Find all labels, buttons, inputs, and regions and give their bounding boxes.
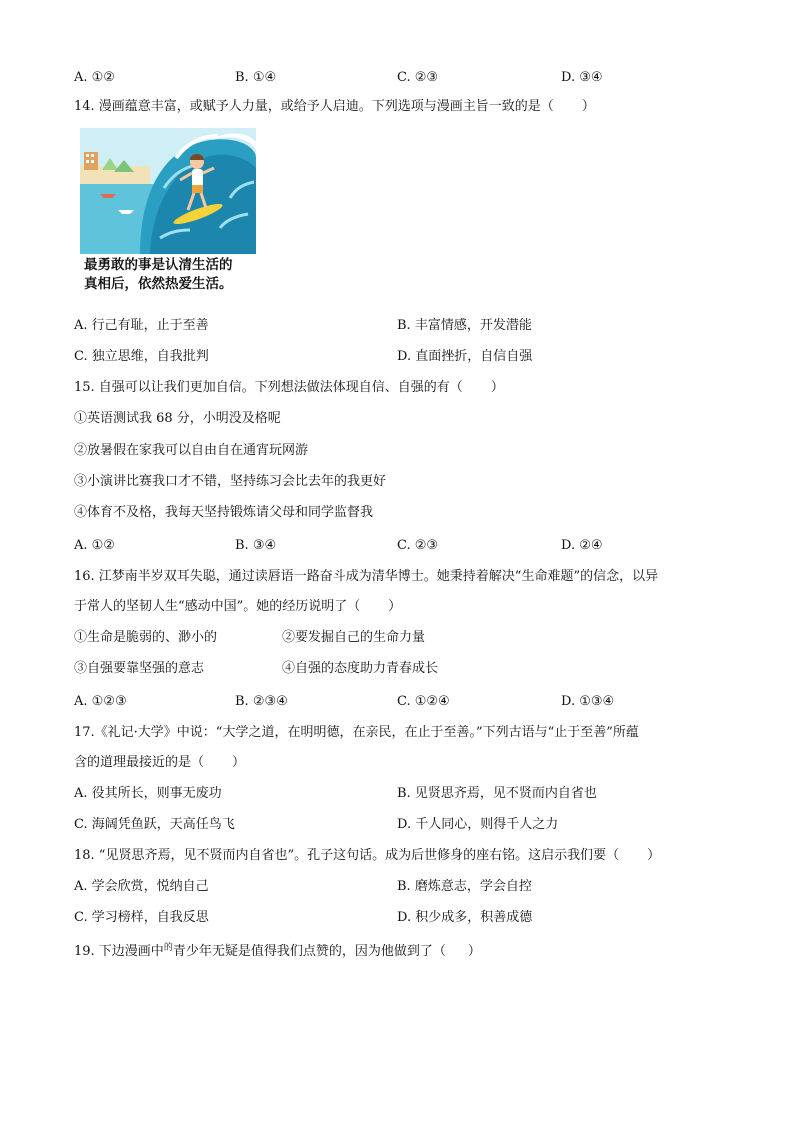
- q19-stem-close: ）: [467, 944, 481, 959]
- q17-option-c[interactable]: C. 海阔凭鱼跃，天高任鸟飞: [74, 817, 235, 832]
- q14-option-c[interactable]: C. 独立思维，自我批判: [74, 349, 209, 364]
- q14-stem-text: 14. 漫画蕴意丰富，或赋予人力量，或给予人启迪。下列选项与漫画主旨一致的是（: [74, 99, 554, 114]
- q17-stem-line-2: [74, 753, 245, 773]
- q16-item-3: ③自强要靠坚强的意志: [74, 661, 205, 676]
- q17-stem-line-1: 17.《礼记·大学》中说：“大学之道，在明明德，在亲民，在止于至善。”下列古语与“止于至善”所蕴: [74, 725, 639, 740]
- q15-item-4: ④体育不及格，我每天坚持锻炼请父母和同学监督我: [74, 505, 374, 520]
- q19-stem: [74, 942, 481, 962]
- q18-stem: [74, 846, 660, 866]
- q15-option-a[interactable]: A. ①②: [74, 538, 115, 553]
- q18-stem-text: 18. “见贤思齐焉，见不贤而内自省也”。孔子这句话。成为后世修身的座右铭。这启示我们要（: [74, 848, 620, 863]
- q17-option-b[interactable]: B. 见贤思齐焉，见不贤而内自省也: [397, 786, 597, 801]
- q13-option-b[interactable]: B. ①④: [235, 70, 277, 85]
- q16-item-4: ④自强的态度助力青春成长: [282, 661, 439, 676]
- q14-stem-close: ）: [581, 99, 595, 114]
- q16-option-d[interactable]: D. ①③④: [561, 694, 615, 709]
- q16-item-2: ②要发掘自己的生命力量: [282, 630, 426, 645]
- q14-option-a[interactable]: A. 行己有耻，止于至善: [74, 318, 209, 333]
- q18-option-b[interactable]: B. 磨炼意志，学会自控: [397, 879, 532, 894]
- q17-option-a[interactable]: A. 役其所长，则事无废功: [74, 786, 222, 801]
- q16-option-c[interactable]: C. ①②④: [397, 694, 450, 709]
- q13-option-d[interactable]: D. ③④: [561, 70, 603, 85]
- q14-option-d[interactable]: D. 直面挫折，自信自强: [397, 349, 533, 364]
- q15-item-1: ①英语测试我 68 分，小明没及格呢: [74, 411, 281, 426]
- q17-option-d[interactable]: D. 千人同心，则得千人之力: [397, 817, 559, 832]
- surfing-cartoon-image: [80, 128, 256, 254]
- q16-stem-close: ）: [388, 599, 402, 614]
- q15-option-d[interactable]: D. ②④: [561, 538, 603, 553]
- q15-option-c[interactable]: C. ②③: [397, 538, 439, 553]
- q16-stem-line-1: 16. 江梦南半岁双耳失聪，通过读唇语一路奋斗成为清华博士。她秉持着解决“生命难题”的信念，以异: [74, 569, 659, 584]
- q17-stem-text: 含的道理最接近的是（: [74, 755, 205, 770]
- q13-option-a[interactable]: A. ①②: [74, 70, 115, 85]
- q16-stem-line-2: [74, 597, 401, 617]
- q19-stem-text-b: 青少年无疑是值得我们点赞的，因为他做到了（: [172, 944, 446, 959]
- q19-stem-text-a: 19. 下边漫画中: [74, 944, 164, 959]
- q19-stem-superscript: 的: [163, 943, 173, 953]
- q15-stem-text: 15. 自强可以让我们更加自信。下列想法做法体现自信、自强的有（: [74, 380, 463, 395]
- q18-stem-close: ）: [647, 848, 661, 863]
- q18-option-a[interactable]: A. 学会欣赏，悦纳自己: [74, 879, 209, 894]
- q17-stem-close: ）: [232, 755, 246, 770]
- q18-option-d[interactable]: D. 积少成多，积善成德: [397, 910, 533, 925]
- q15-item-3: ③小演讲比赛我口才不错，坚持练习会比去年的我更好: [74, 474, 387, 489]
- q13-option-c[interactable]: C. ②③: [397, 70, 439, 85]
- q18-option-c[interactable]: C. 学习榜样，自我反思: [74, 910, 209, 925]
- q16-item-1: ①生命是脆弱的、渺小的: [74, 630, 218, 645]
- q15-stem-close: ）: [490, 380, 504, 395]
- q14-stem: [74, 97, 595, 117]
- q15-stem: [74, 378, 504, 398]
- q15-option-b[interactable]: B. ③④: [235, 538, 277, 553]
- q16-option-b[interactable]: B. ②③④: [235, 694, 288, 709]
- q14-option-b[interactable]: B. 丰富情感，开发潜能: [397, 318, 532, 333]
- q16-stem-text: 于常人的坚韧人生“感动中国”。她的经历说明了（: [74, 599, 361, 614]
- q15-item-2: ②放暑假在家我可以自由自在通宵玩网游: [74, 443, 309, 458]
- q16-option-a[interactable]: A. ①②③: [74, 694, 127, 709]
- cartoon-caption-line-1: 最勇敢的事是认清生活的: [84, 257, 233, 273]
- cartoon-caption-line-2: 真相后，依然热爱生活。: [84, 276, 233, 292]
